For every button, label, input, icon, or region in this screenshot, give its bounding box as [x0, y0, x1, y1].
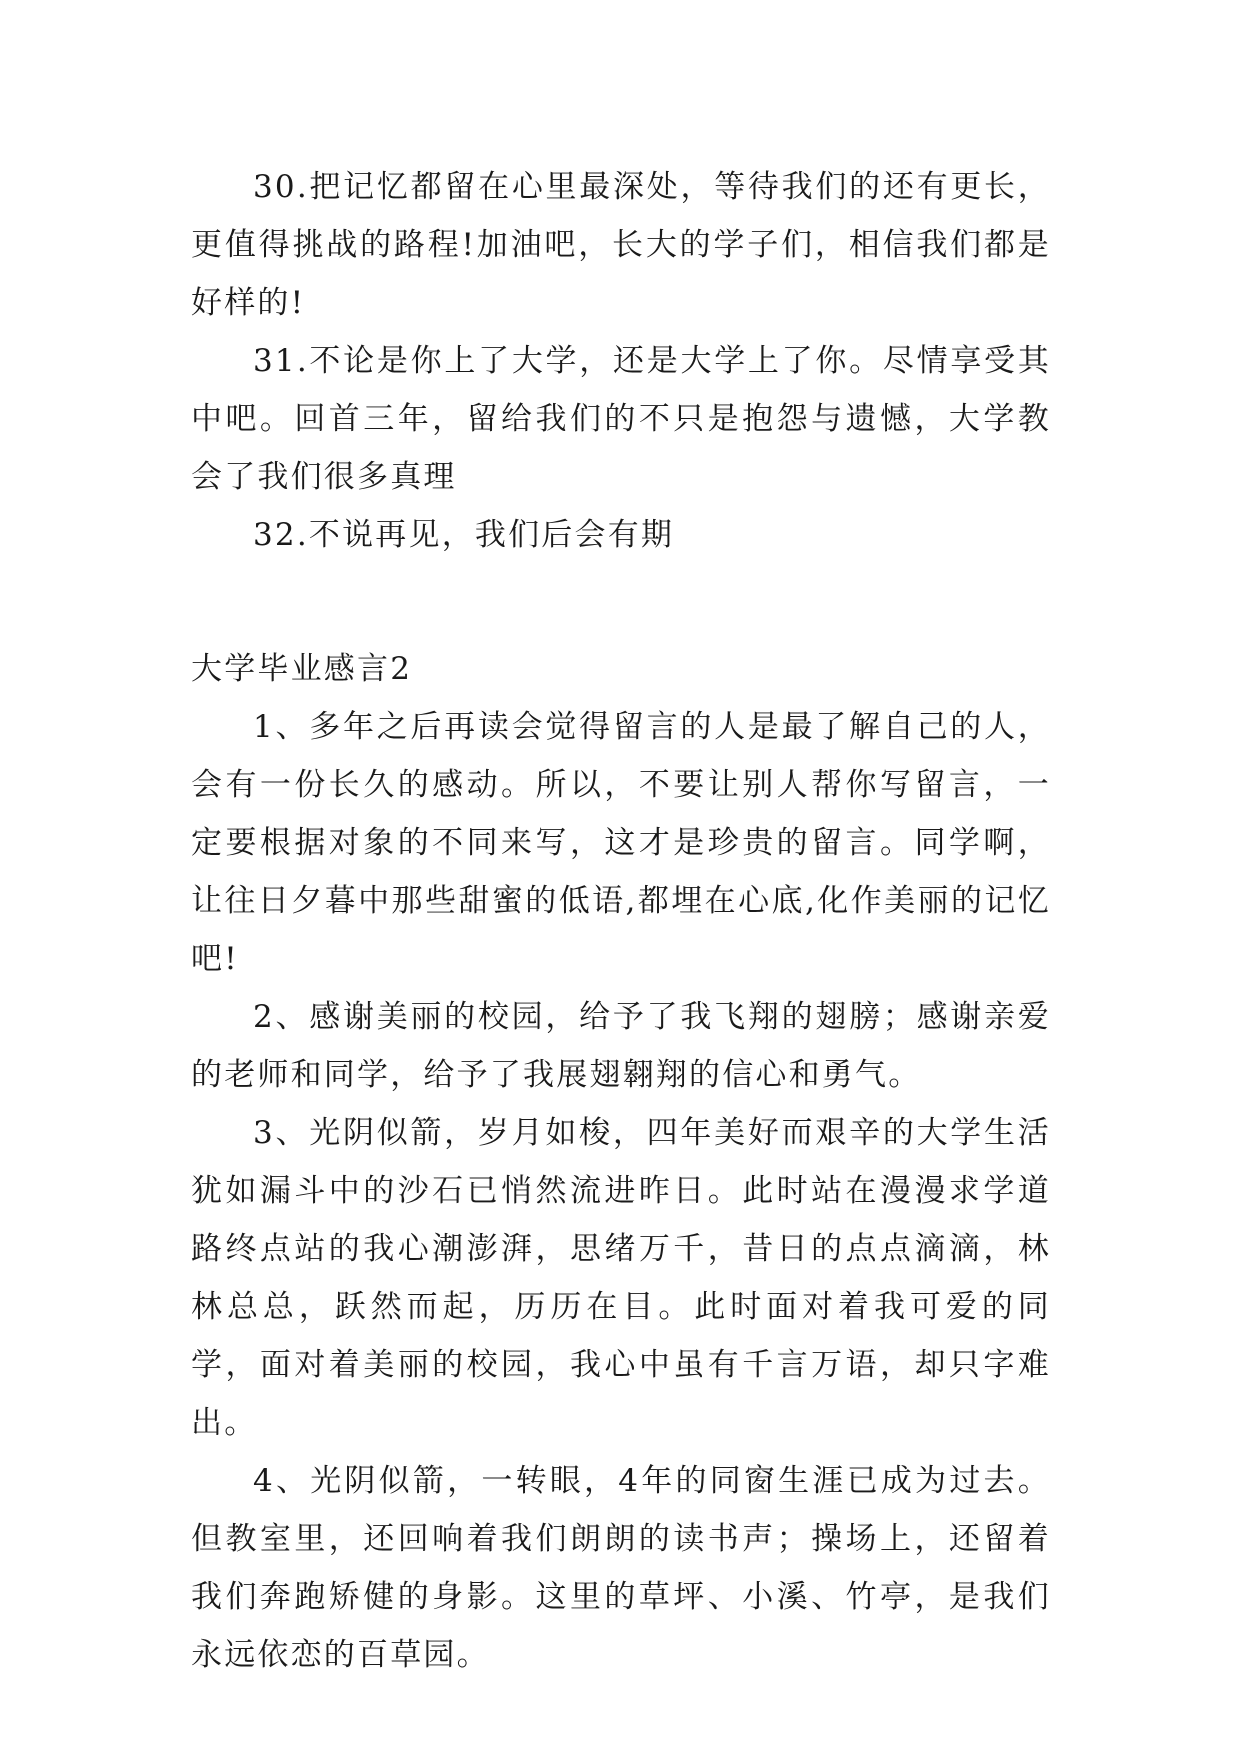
- paragraph-4: 4、光阴似箭，一转眼，4年的同窗生涯已成为过去。但教室里，还回响着我们朗朗的读书声；操场上，还留着我们奔跑矫健的身影。这里的草坪、小溪、竹亭，是我们永远依恋的百草园。: [191, 1463, 1051, 1673]
- paragraph-31: 31.不论是你上了大学，还是大学上了你。尽情享受其中吧。回首三年，留给我们的不只是抱怨与遗憾，大学教会了我们很多真理: [191, 343, 1051, 495]
- document-body: [191, 158, 1051, 1684]
- paragraph-2: 2、感谢美丽的校园，给予了我飞翔的翅膀；感谢亲爱的老师和同学，给予了我展翅翱翔的信心和勇气。: [191, 999, 1051, 1093]
- paragraph-1: 1、多年之后再读会觉得留言的人是最了解自己的人，会有一份长久的感动。所以，不要让别人帮你写留言，一定要根据对象的不同来写，这才是珍贵的留言。同学啊，让往日夕暮中那些甜蜜的低语,都埋在心底,化作美丽的记忆吧!: [191, 709, 1051, 977]
- section-heading: 大学毕业感言2: [191, 651, 413, 687]
- paragraph-30: 30.把记忆都留在心里最深处，等待我们的还有更长，更值得挑战的路程!加油吧，长大的学子们，相信我们都是好样的!: [191, 169, 1051, 321]
- paragraph-3: 3、光阴似箭，岁月如梭，四年美好而艰辛的大学生活犹如漏斗中的沙石已悄然流进昨日。此时站在漫漫求学道路终点站的我心潮澎湃，思绪万千，昔日的点点滴滴，林林总总，跃然而起，历历在目。此时面对着我可爱的同学，面对着美丽的校园，我心中虽有千言万语，却只字难出。: [191, 1115, 1051, 1441]
- paragraph-32: 32.不说再见，我们后会有期: [253, 517, 675, 553]
